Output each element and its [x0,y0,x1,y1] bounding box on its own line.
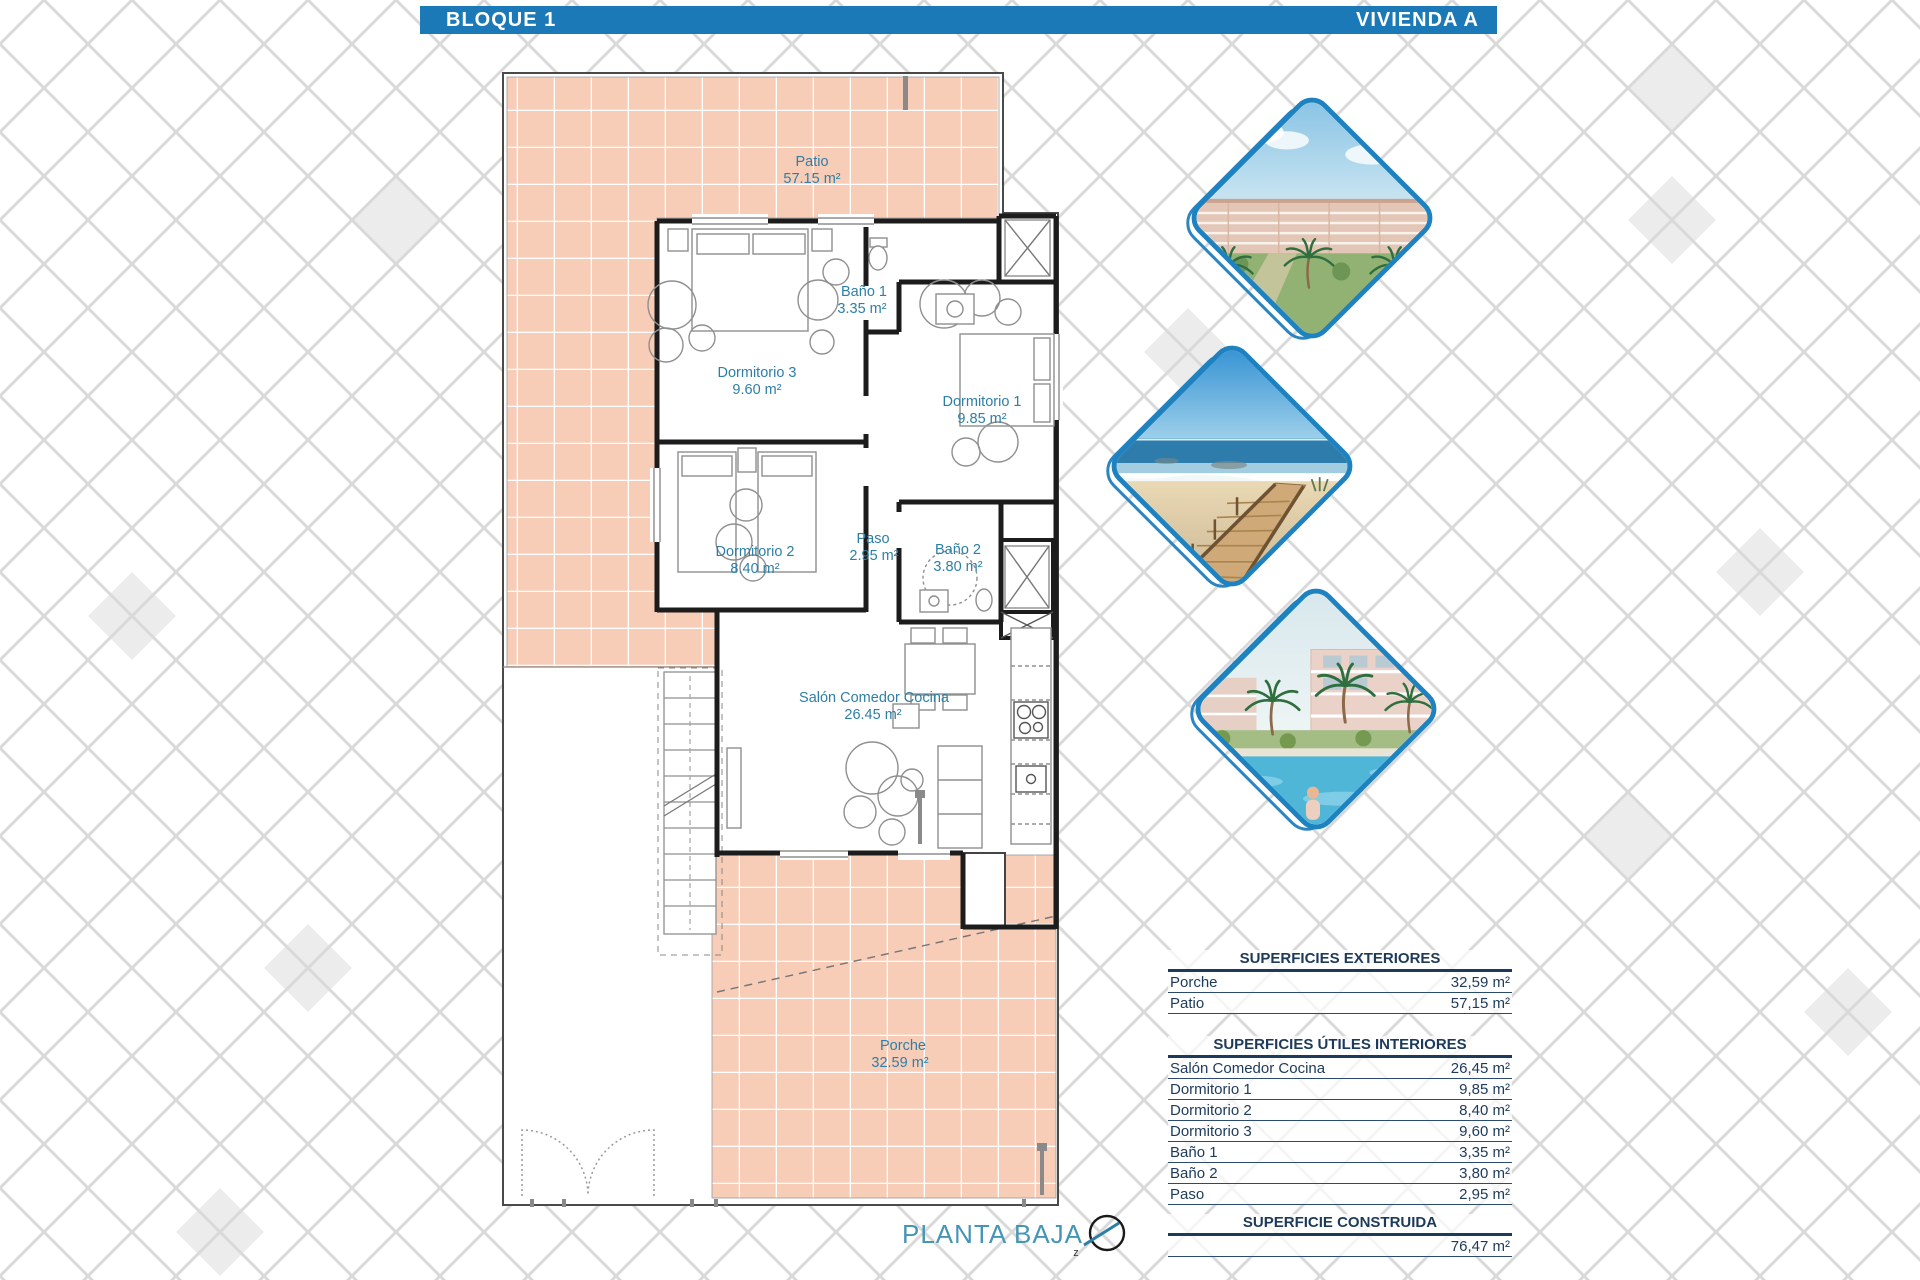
kitchen-nook [963,853,1005,927]
row-label: Salón Comedor Cocina [1170,1060,1326,1077]
room-label-paso: Paso [856,531,890,547]
room-label-porche: Porche [880,1038,926,1054]
table-row [1168,1142,1512,1163]
room-label-dormitorio2: Dormitorio 2 [715,544,795,560]
table-title-interiores: SUPERFICIES ÚTILES INTERIORES [1168,1036,1512,1058]
room-label-dormitorio1: Dormitorio 1 [942,394,1022,410]
room-area-salon: 26.45 m² [844,707,902,723]
table-row [1168,1079,1512,1100]
room-label-bano1: Baño 1 [841,284,887,300]
table-title-construida: SUPERFICIE CONSTRUIDA [1168,1214,1512,1236]
room-area-dormitorio2: 8.40 m² [730,561,780,577]
table-row [1168,993,1512,1014]
row-label: Porche [1170,974,1218,991]
row-value: 9,85 m² [1459,1081,1510,1098]
block-title: BLOQUE 1 [446,8,557,31]
row-label: Baño 1 [1170,1144,1218,1161]
room-area-dormitorio3: 9.60 m² [732,382,782,398]
row-value: 57,15 m² [1450,995,1510,1012]
row-value: 3,80 m² [1459,1165,1510,1182]
room-label-patio: Patio [795,154,829,170]
table-row [1168,1058,1512,1079]
room-label-bano2: Baño 2 [935,542,981,558]
row-label: Dormitorio 1 [1170,1081,1252,1098]
row-value: 8,40 m² [1459,1102,1510,1119]
row-value: 76,47 m² [1450,1238,1510,1255]
built-surface-table [1168,1214,1512,1257]
row-value: 26,45 m² [1450,1060,1510,1077]
table-row [1168,1121,1512,1142]
exterior-surfaces-table [1168,950,1512,1014]
sofa [938,746,982,848]
interior-surfaces-table [1168,1036,1512,1205]
row-label: Baño 2 [1170,1165,1218,1182]
row-label: Dormitorio 2 [1170,1102,1252,1119]
row-value: 3,35 m² [1459,1144,1510,1161]
row-value: 9,60 m² [1459,1123,1510,1140]
plan-caption: PLANTA BAJA [902,1219,1084,1249]
room-label-dormitorio3: Dormitorio 3 [717,365,797,381]
room-area-dormitorio1: 9.85 m² [957,411,1007,427]
room-area-patio: 57.15 m² [783,171,841,187]
table-row [1168,972,1512,993]
table-row [1168,1236,1512,1257]
kitchen-counter [1011,628,1051,844]
row-label: Patio [1170,995,1205,1012]
row-value: 2,95 m² [1459,1186,1510,1203]
table-row [1168,1184,1512,1205]
table-row [1168,1163,1512,1184]
porche-region [712,853,1056,1198]
room-area-porche: 32.59 m² [871,1055,929,1071]
bed-double-dorm3 [668,229,832,331]
row-value: 32,59 m² [1450,974,1510,991]
dwelling-title: VIVIENDA A [1356,8,1479,31]
staircase [664,672,716,934]
row-label: Dormitorio 3 [1170,1123,1252,1140]
compass-letter: z [1073,1247,1079,1259]
room-area-paso: 2.95 m² [849,548,899,564]
room-area-bano1: 3.35 m² [837,301,887,317]
table-row [1168,1100,1512,1121]
table-title-exteriores: SUPERFICIES EXTERIORES [1168,950,1512,972]
room-area-bano2: 3.80 m² [933,559,983,575]
row-label: Paso [1170,1186,1205,1203]
room-label-salon: Salón Comedor Cocina [799,690,949,706]
